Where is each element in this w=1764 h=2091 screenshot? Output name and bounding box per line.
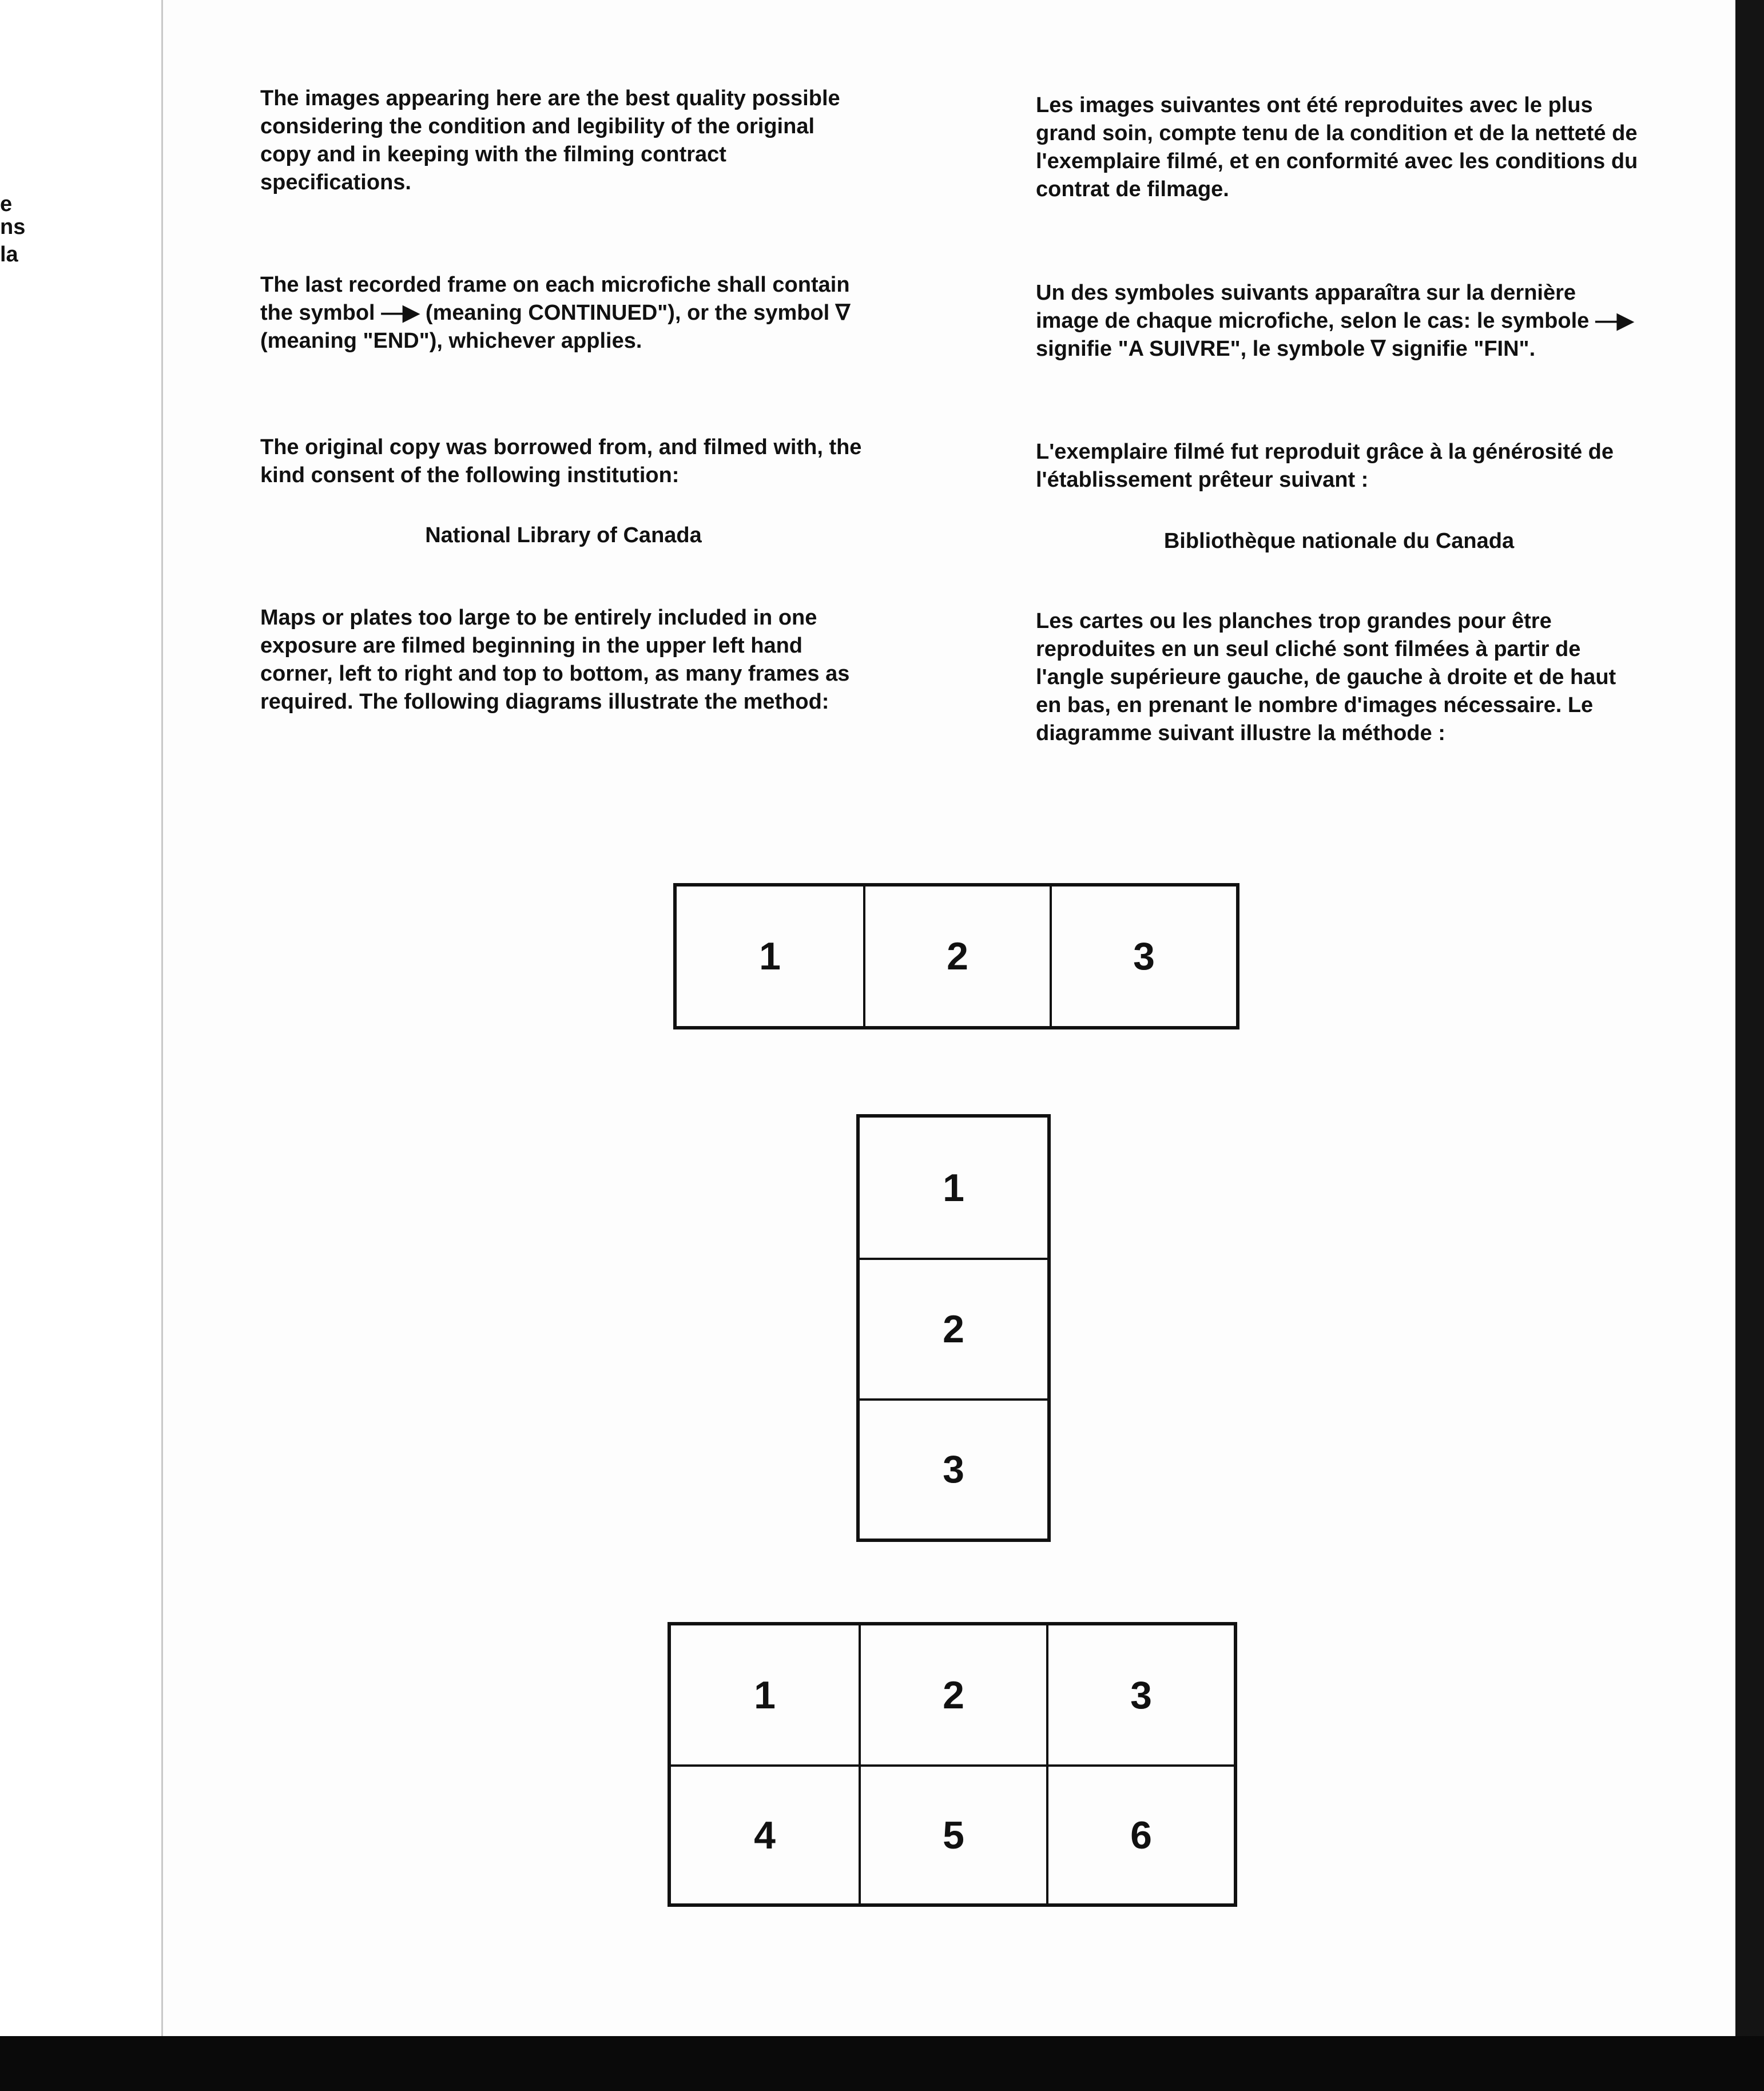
margin-fragment: e <box>0 192 13 216</box>
horizontal-frame-diagram <box>673 883 1239 1029</box>
scan-edge-right <box>1735 0 1764 2036</box>
frame-cell: 6 <box>1046 1764 1234 1903</box>
frame-cell: 2 <box>860 1258 1047 1398</box>
frame-cell: 3 <box>860 1398 1047 1539</box>
frame-cell: 4 <box>671 1764 859 1903</box>
grid-frame-diagram <box>668 1622 1237 1907</box>
previous-page-margin <box>0 0 161 2036</box>
frame-cell: 5 <box>859 1764 1046 1903</box>
frame-cell: 3 <box>1050 887 1236 1026</box>
vertical-frame-diagram <box>856 1114 1051 1542</box>
english-quality-paragraph: The images appearing here are the best quality possible considering the condition and legibility of the original copy and in keeping with the filming contract specifications. <box>260 86 840 194</box>
margin-fragment: ns <box>0 215 26 239</box>
french-symbol-paragraph: Un des symboles suivants apparaîtra sur la dernière image de chaque microfiche, selon le cas: le symbole —▶ signifie "A SUIVRE", le symbole ∇ signifie "FIN". <box>1036 281 1634 361</box>
frame-cell: 1 <box>943 1166 964 1210</box>
french-quality-paragraph: Les images suivantes ont été reproduites avec le plus grand soin, compte tenu de la condition et de la netteté de l'exemplaire filmé, et en conformité avec les conditions du contrat de filmage. <box>1036 93 1638 201</box>
french-maps-paragraph: Les cartes ou les planches trop grandes pour être reproduites en un seul cliché sont filmées à partir de l'angle supérieure gauche, de gauche à droite et de haut en bas, en prenant le nombre d'images nécessaire. Le diagramme suivant illustre la méthode : <box>1036 609 1616 745</box>
french-source-paragraph: L'exemplaire filmé fut reproduit grâce à la générosité de l'établissement prêteur suivant : <box>1036 440 1614 492</box>
microfiche-target-page <box>161 0 1737 2036</box>
english-symbol-paragraph: The last recorded frame on each microfiche shall contain the symbol —▶ (meaning CONTINUED"), or the symbol ∇ (meaning "END"), whichever applies. <box>260 273 851 353</box>
english-source-paragraph: The original copy was borrowed from, and filmed with, the kind consent of the following institution: <box>260 435 862 487</box>
frame-cell: 3 <box>1046 1625 1234 1764</box>
french-institution: Bibliothèque nationale du Canada <box>1163 529 1515 553</box>
frame-cell: 2 <box>863 887 1050 1026</box>
frame-cell: 1 <box>759 935 781 978</box>
frame-cell: 2 <box>859 1625 1046 1764</box>
scan-edge-bottom <box>0 2036 1764 2091</box>
english-institution: National Library of Canada <box>425 523 702 547</box>
frame-cell: 1 <box>754 1673 776 1717</box>
english-maps-paragraph: Maps or plates too large to be entirely included in one exposure are filmed beginning in the upper left hand corner, left to right and top to bottom, as many frames as required. The following diagrams illustrate the method: <box>260 606 850 714</box>
margin-fragment: la <box>0 243 18 267</box>
